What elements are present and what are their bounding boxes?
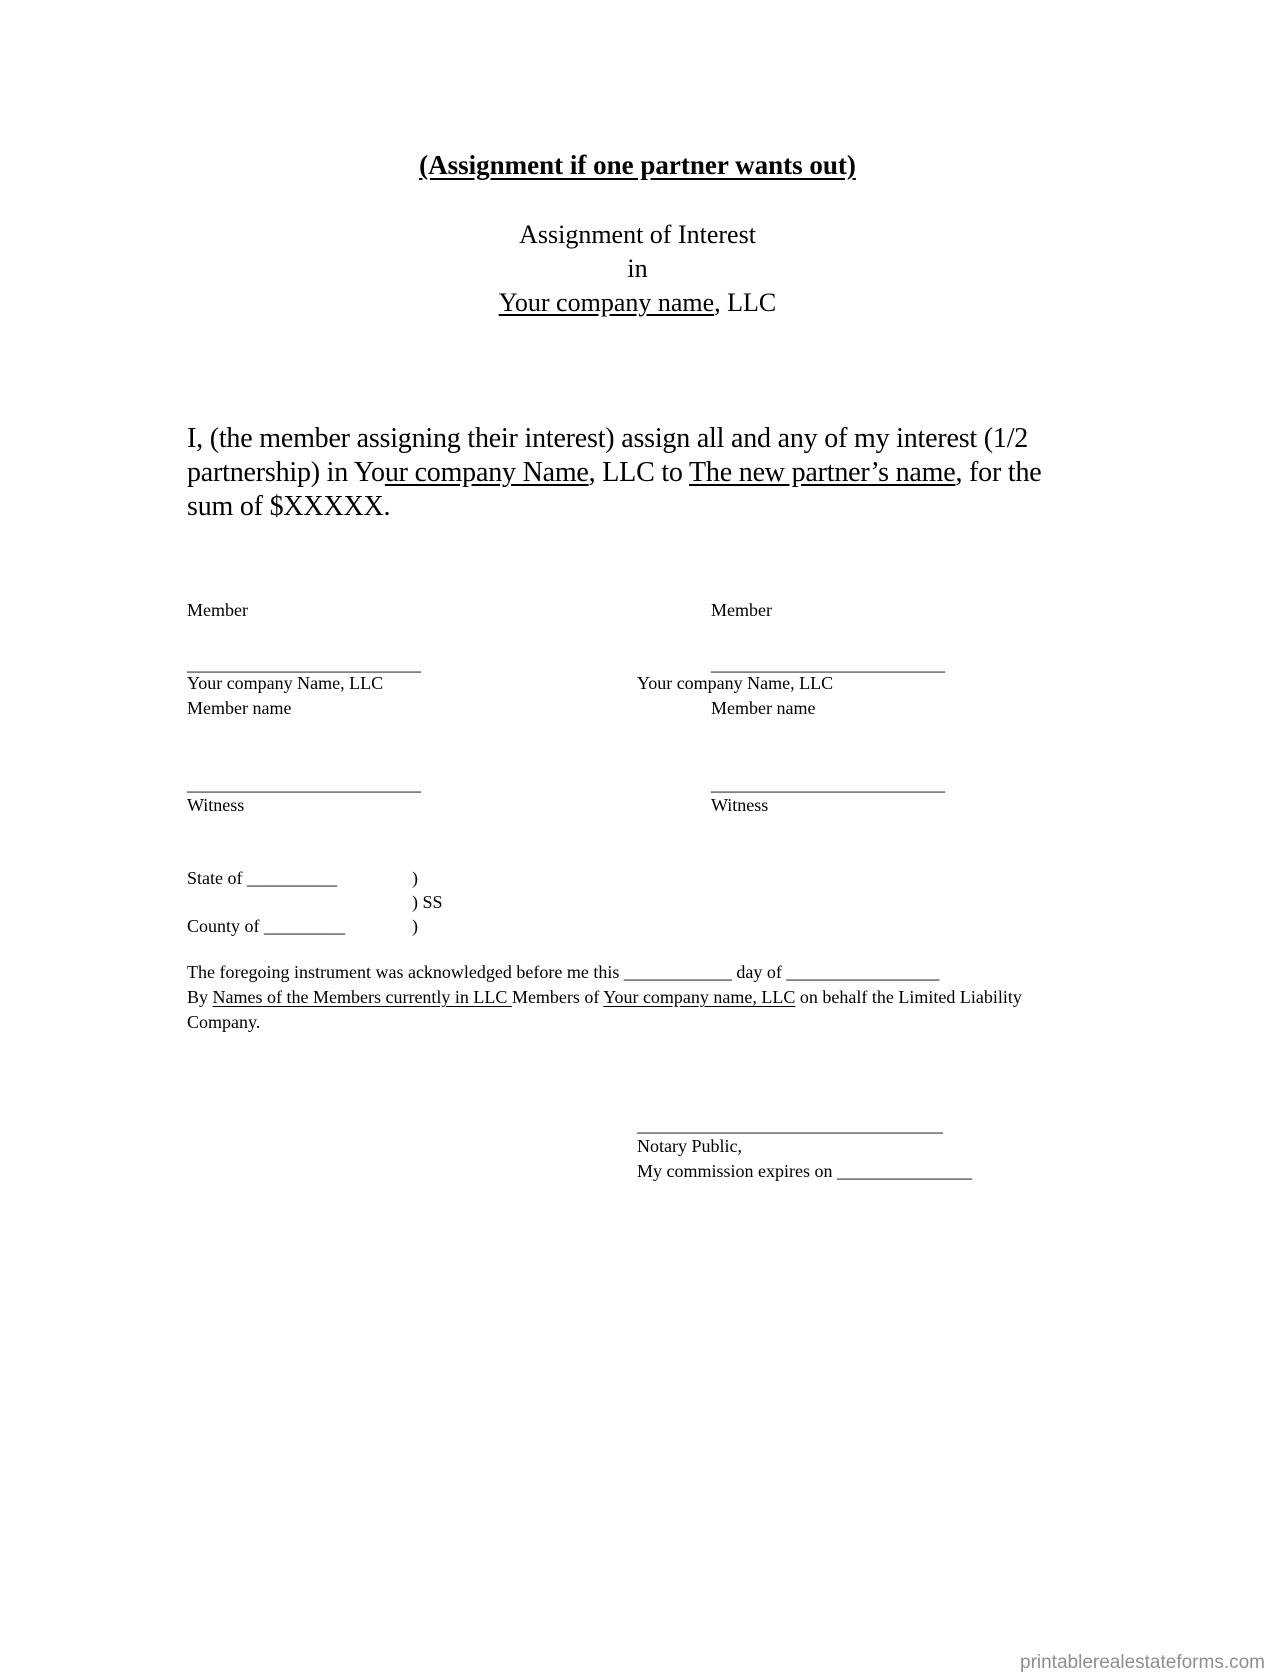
ack-member-names: Names of the Members currently in LLC — [212, 987, 512, 1007]
venue-paren-1: ) — [412, 868, 418, 888]
right-member-name: Member name — [711, 698, 816, 718]
left-member-name: Member name — [187, 698, 292, 718]
left-company-name: Your company Name, LLC — [187, 673, 384, 693]
body-new-partner-name: The new partner’s name — [689, 457, 956, 488]
acknowledgment-line-1: The foregoing instrument was acknowledged before me this ____________ day of _________________ — [187, 962, 940, 982]
acknowledgment-paragraph — [187, 960, 1087, 1035]
body-text-3: , for the sum of $XXXXX. — [187, 457, 1042, 522]
heading-company-name: Your company name — [498, 288, 715, 317]
notary-commission-expiry: My commission expires on _______________ — [637, 1161, 972, 1181]
venue-paren-3: ) — [412, 916, 418, 936]
notary-public-label: Notary Public, — [637, 1136, 742, 1156]
ack-behalf: on behalf the Limited Liability Company. — [187, 987, 1022, 1032]
document-heading — [0, 218, 1275, 320]
assignment-paragraph — [187, 422, 1087, 524]
left-member-label: Member — [187, 600, 248, 620]
ack-members-of: Members of — [511, 987, 604, 1007]
ack-by: By — [187, 987, 213, 1007]
site-watermark: printablerealestateforms.com — [1020, 1652, 1265, 1673]
heading-line-1: Assignment of Interest — [519, 220, 756, 249]
right-company-name: Your company Name, LLC — [637, 673, 834, 693]
right-witness-signature-line: __________________________ — [711, 774, 945, 794]
right-member-label: Member — [711, 600, 772, 620]
county-of-field: County of _________ — [187, 916, 346, 936]
document-title: (Assignment if one partner wants out) — [419, 150, 856, 180]
heading-line-3 — [0, 286, 1275, 320]
venue-ss: ) SS — [412, 892, 443, 912]
body-company-name: ur company Name — [384, 457, 589, 488]
body-text-2: , LLC to — [588, 457, 690, 488]
left-witness-label: Witness — [187, 795, 245, 815]
right-member-signature-line: __________________________ — [711, 654, 945, 674]
notary-signature-line: __________________________________ — [637, 1115, 943, 1135]
right-witness-label: Witness — [711, 795, 769, 815]
ack-company-name: Your company name, LLC — [603, 987, 796, 1007]
heading-line-2: in — [627, 254, 648, 283]
acknowledgment-line-2 — [187, 985, 1087, 1035]
left-witness-signature-line: __________________________ — [187, 774, 421, 794]
left-member-signature-line: __________________________ — [187, 654, 421, 674]
body-text-1: I, (the member assigning their interest) assign all and any of my interest (1/2 partnership) in Yo — [187, 423, 1029, 488]
heading-company-suffix: , LLC — [714, 288, 777, 317]
state-of-field: State of __________ — [187, 868, 337, 888]
